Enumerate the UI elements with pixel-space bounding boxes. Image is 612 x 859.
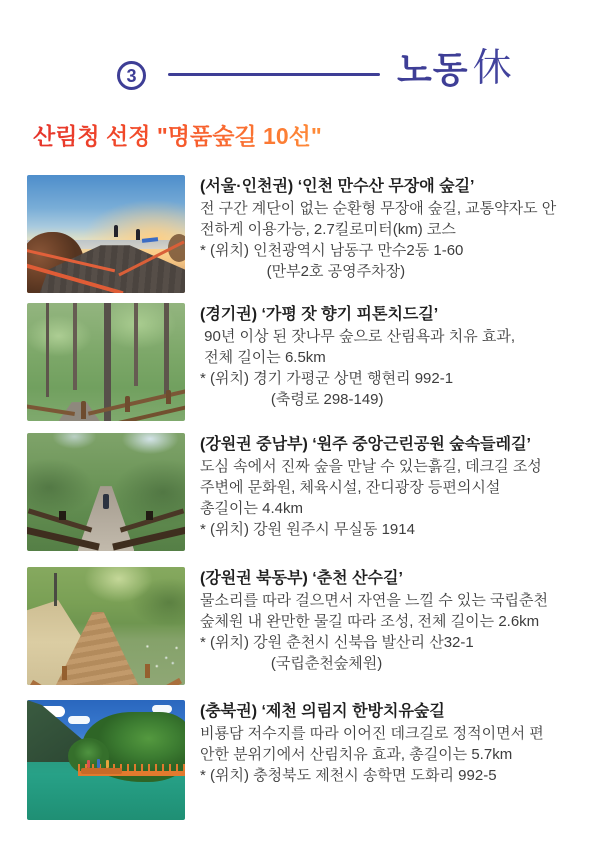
trail-line: 비룡담 저수지를 따라 이어진 데크길로 정적이면서 편 xyxy=(200,725,544,742)
trail-item xyxy=(27,175,556,293)
trail-title: (강원권 중남부) ‘원주 중앙근린공원 숲속들레길’ xyxy=(200,436,531,453)
trail-line: 전 구간 계단이 없는 순환형 무장애 숲길, 교통약자도 안 xyxy=(200,200,557,217)
trail-line: (만부2호 공영주차장) xyxy=(200,263,406,280)
fence-post-shape xyxy=(125,396,130,412)
photo-incheon-mansusan xyxy=(27,175,185,293)
trail-line: 도심 속에서 진짜 숲을 만날 수 있는흙길, 데크길 조성 xyxy=(200,458,542,475)
trail-line: 전하게 이용가능, 2.7킬로미터(km) 코스 xyxy=(200,221,456,238)
photo-wonju-central-park xyxy=(27,433,185,551)
trail-text xyxy=(200,303,515,421)
brand-light-text: 休 xyxy=(472,47,512,91)
person-silhouette xyxy=(136,229,140,240)
trail-line: * (위치) 인천광역시 남동구 만수2동 1-60 xyxy=(200,242,464,259)
trail-text xyxy=(200,700,544,820)
trail-line: 물소리를 따라 걸으면서 자연을 느낄 수 있는 국립춘천 xyxy=(200,592,548,609)
trail-line: * (위치) 강원 춘천시 신북읍 발산리 산32-1 xyxy=(200,634,474,651)
pier-platform-shape xyxy=(81,768,122,774)
trail-line: 안한 분위기에서 산림치유 효과, 총길이는 5.7km xyxy=(200,746,513,763)
trail-item xyxy=(27,567,548,685)
trail-line: * (위치) 충청북도 제천시 송학면 도화리 992-5 xyxy=(200,767,497,784)
trail-line: 90년 이상 된 잣나무 숲으로 산림욕과 치유 효과, xyxy=(200,328,516,345)
trail-item xyxy=(27,700,544,820)
trail-line: * (위치) 경기 가평군 상면 행현리 992-1 xyxy=(200,370,454,387)
trail-line: 숲체원 내 완만한 물길 따라 조성, 전체 길이는 2.6km xyxy=(200,613,540,630)
tree-trunk-shape xyxy=(134,303,138,386)
tree-trunk-shape xyxy=(104,303,111,421)
trail-line: (축령로 298-149) xyxy=(200,391,384,408)
person-silhouette xyxy=(103,494,109,509)
trail-line: 총길이는 4.4km xyxy=(200,500,303,517)
trail-text xyxy=(200,433,542,551)
lamp-post-shape xyxy=(146,511,153,520)
trail-line: 주변에 문화원, 체육시설, 잔디광장 등편의시설 xyxy=(200,479,501,496)
header-rule-line xyxy=(168,73,380,76)
tree-trunk-shape xyxy=(73,303,77,390)
trail-title: (강원권 북동부) ‘춘천 산수길’ xyxy=(200,570,403,587)
fence-post-shape xyxy=(166,390,171,404)
trail-title: (서울·인천권) ‘인천 만수산 무장애 숲길’ xyxy=(200,178,475,195)
fence-post-shape xyxy=(81,401,86,419)
cloud-shape xyxy=(68,716,90,724)
lamp-post-shape xyxy=(59,511,66,520)
photo-chuncheon-sansu xyxy=(27,567,185,685)
trail-item xyxy=(27,433,542,551)
trail-line: 전체 길이는 6.5km xyxy=(200,349,326,366)
tree-trunk-shape xyxy=(164,303,169,395)
person-silhouette xyxy=(106,760,109,768)
fence-post-shape xyxy=(62,666,67,680)
section-title: 산림청 선정 "명품숲길 10선" xyxy=(33,118,322,151)
trail-title: (충북권) ‘제천 의림지 한방치유숲길 xyxy=(200,703,445,720)
photo-gapyeong-phytoncide xyxy=(27,303,185,421)
person-silhouette xyxy=(87,760,90,768)
trail-line: * (위치) 강원 원주시 무실동 1914 xyxy=(200,521,415,538)
tree-trunk-shape xyxy=(46,303,49,397)
person-silhouette xyxy=(97,759,100,768)
section-number: 3 xyxy=(126,65,137,86)
trail-line: (국립춘천숲체원) xyxy=(200,655,383,672)
trail-item xyxy=(27,303,515,421)
trail-title: (경기권) ‘가평 잣 향기 피톤치드길’ xyxy=(200,306,439,323)
white-flowers-shape xyxy=(138,635,185,673)
section-number-badge xyxy=(117,61,146,90)
brand-logo xyxy=(397,48,512,91)
photo-jecheon-uirimji xyxy=(27,700,185,820)
trail-text xyxy=(200,175,556,293)
brand-bold-text: 노동 xyxy=(397,49,469,90)
trail-text xyxy=(200,567,548,685)
pole-shape xyxy=(54,573,57,606)
person-silhouette xyxy=(114,225,118,237)
